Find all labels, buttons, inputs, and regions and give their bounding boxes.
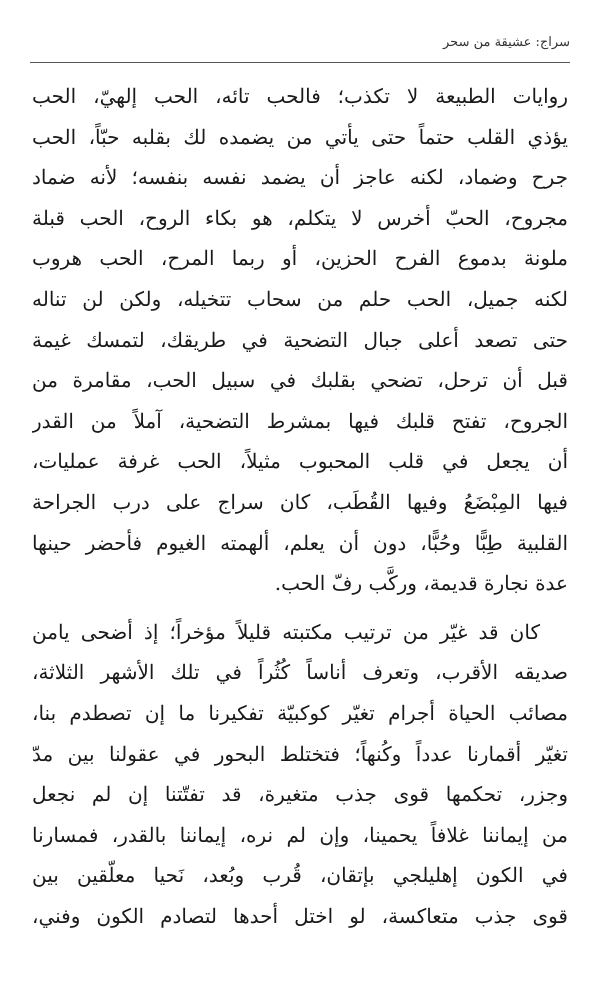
running-header-title: سراج: عشيقة من سحر — [443, 35, 570, 50]
text-line: من إيماننا غلافاً يحمينا، وإن لم نره، إيماننا بالقدر، فمسارنا — [32, 822, 568, 847]
text-line: عدة نجارة قديمة، وركَّب رفّ الحب. — [274, 571, 568, 596]
paragraph-gap — [32, 604, 568, 612]
text-line: في الكون إهليلجي بإتقان، قُرب وبُعد، نَحيا معلّقين بين — [32, 863, 568, 888]
text-line: مجروح، الحبّ أخرس لا يتكلم، هو بكاء الروح، الحب قبلة — [32, 205, 568, 230]
text-line: قوى جذب متعاكسة، لو اختل أحدها لتصادم الكون وفني، — [32, 903, 568, 928]
text-line: ملونة بدموع الفرح الحزين، أو ربما المرح، الحب هروب — [32, 246, 568, 271]
text-line: وجزر، تحكمها قوى جذب متغيرة، قد تفتّتنا إن لم نجعل — [32, 782, 568, 807]
text-line: مصائب الحياة أجرام تغيّر كوكبيّة تفكيرنا ما إن تصطدم بنا، — [32, 700, 568, 725]
text-line: حتى تصعد أعلى جبال التضحية في طريقك، لتمسك غيمة — [32, 327, 568, 352]
text-line: أن يجعل في قلب المحبوب مثيلاً، الحب غرفة عمليات، — [32, 449, 568, 474]
page-body — [32, 76, 568, 936]
text-line: لكنه جميل، الحب حلم من سحاب تتخيله، ولكن لن تناله — [32, 286, 568, 311]
paragraph — [32, 612, 568, 937]
text-line: يؤذي القلب حتماً حتى يأتي من يضمده لك بقلبه حبّاً، الحب — [32, 124, 568, 149]
text-line: تغيّر أقمارنا عدداً وكُنهاً؛ فتختلط البحور في عقولنا بين مدّ — [32, 741, 568, 766]
text-line: كان قد غيّر من ترتيب مكتبته قليلاً مؤخراً؛ إذ أضحى يامن — [32, 619, 540, 644]
header-divider — [30, 62, 570, 63]
text-line: جرح وضماد، لكنه عاجز أن يضمد نفسه بنفسه؛ لأنه ضماد — [32, 165, 568, 190]
paragraph — [32, 76, 568, 604]
text-line: فيها المِبْضَعُ وفيها القُطَب، كان سراج على درب الجراحة — [32, 489, 568, 514]
text-line: صديقه الأقرب، وتعرف أناساً كُثُراً في تلك الأشهر الثلاثة، — [32, 660, 568, 685]
text-line: قبل أن ترحل، تضحي بقلبك في سبيل الحب، مقامرة من — [32, 368, 568, 393]
text-line: الجروح، تفتح قلبك فيها بمشرط التضحية، آملاً من القدر — [32, 408, 568, 433]
text-line: روايات الطبيعة لا تكذب؛ فالحب تائه، الحب إلهيّ، الحب — [32, 84, 568, 108]
text-line: القلبية طِبًّا وحُبًّا، دون أن يعلم، ألهمته الغيوم فأحضر حينها — [32, 530, 568, 555]
